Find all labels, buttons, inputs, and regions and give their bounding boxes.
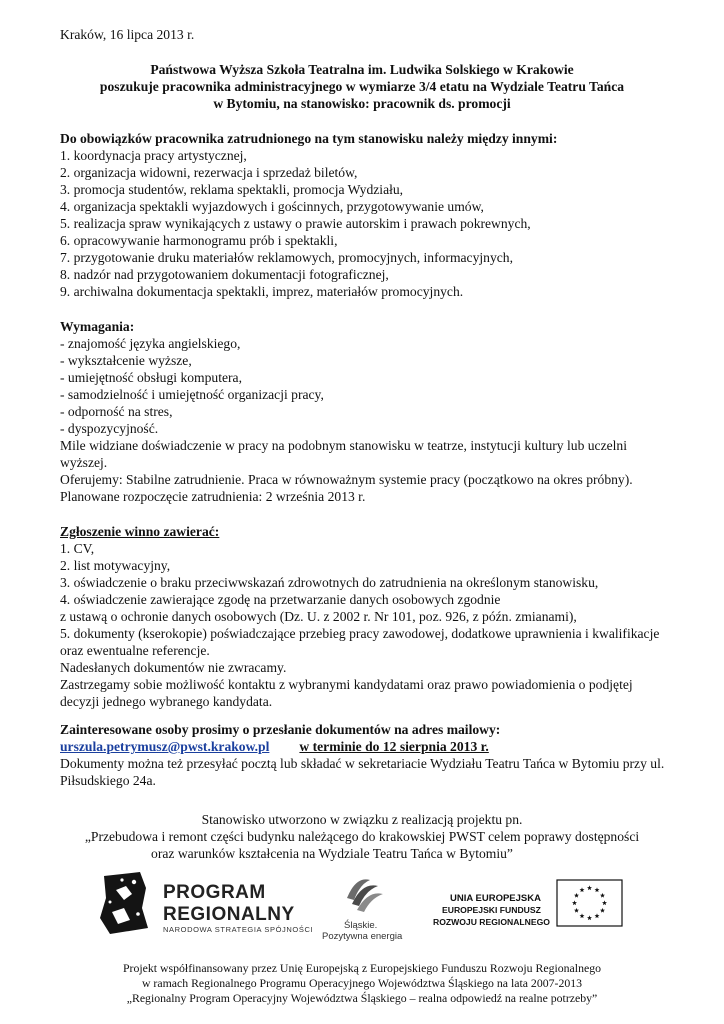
list-item: 5. dokumenty (kserokopie) poświadczające przebieg pracy zawodowej, dodatkowe uprawnienia i kwalifikacje oraz ewentualne referencje.: [60, 626, 660, 658]
duties-section: [60, 130, 672, 300]
duties-title: Do obowiązków pracownika zatrudnionego na tym stanowisku należy między innymi:: [60, 131, 558, 146]
footer: [40, 961, 684, 1006]
contact-section: [60, 721, 672, 789]
slaskie-line2: Pozytywna energia: [322, 931, 403, 942]
project-line: oraz warunków kształcenia na Wydziale Teatru Tańca w Bytomiu”: [151, 846, 513, 861]
list-item: - wykształcenie wyższe,: [60, 353, 192, 368]
ue-line2: EUROPEJSKI FUNDUSZ: [442, 905, 541, 915]
list-item: 1. CV,: [60, 541, 95, 556]
contact-title: Zainteresowane osoby prosimy o przesłanie dokumentów na adres mailowy:: [60, 722, 501, 737]
logos-bar: [0, 868, 724, 948]
list-item: 1. koordynacja pracy artystycznej,: [60, 148, 247, 163]
footer-line: „Regionalny Program Operacyjny Województwa Śląskiego – realna odpowiedź na realne potrzeby”: [126, 991, 598, 1005]
list-item: 8. nadzór nad przygotowaniem dokumentacji fotograficznej,: [60, 267, 389, 282]
list-item: 2. list motywacyjny,: [60, 558, 171, 573]
list-item: z ustawą o ochronie danych osobowych (Dz. U. z 2002 r. Nr 101, poz. 926, z późn. zmianami),: [60, 609, 577, 624]
project-line: Stanowisko utworzono w związku z realizacją projektu pn.: [201, 812, 523, 827]
application-title: Zgłoszenie winno zawierać:: [60, 524, 220, 539]
list-item: - samodzielność i umiejętność organizacji pracy,: [60, 387, 324, 402]
eu-flag-icon: [557, 880, 622, 926]
list-item: 3. oświadczenie o braku przeciwwskazań zdrowotnych do zatrudnienia na określonym stanowisku,: [60, 575, 599, 590]
requirements-section: [60, 318, 672, 505]
program-logo-line1: PROGRAM: [163, 882, 266, 903]
slaskie-line1: Śląskie.: [344, 920, 378, 931]
list-item: - znajomość języka angielskiego,: [60, 336, 241, 351]
footer-line: Projekt współfinansowany przez Unię Europejską z Europejskiego Funduszu Rozwoju Regionalnego: [123, 961, 601, 975]
list-item: 5. realizacja spraw wynikających z ustawy o prawie autorskim i prawach pokrewnych,: [60, 216, 531, 231]
deadline-text: w terminie do 12 sierpnia 2013 r.: [299, 739, 489, 754]
slaskie-logo-icon: [322, 879, 403, 942]
list-item: 4. organizacja spektakli wyjazdowych i gościnnych, przygotowywanie umów,: [60, 199, 484, 214]
list-item: 7. przygotowanie druku materiałów reklamowych, promocyjnych, informacyjnych,: [60, 250, 513, 265]
list-item: 4. oświadczenie zawierające zgodę na przetwarzanie danych osobowych zgodnie: [60, 592, 501, 607]
list-item: 9. archiwalna dokumentacja spektakli, imprez, materiałów promocyjnych.: [60, 284, 464, 299]
application-note: Nadesłanych dokumentów nie zwracamy.: [60, 660, 287, 675]
start-date-text: Planowane rozpoczęcie zatrudnienia: 2 września 2013 r.: [60, 489, 366, 504]
application-note: Zastrzegamy sobie możliwość kontaktu z wybranymi kandydatami oraz prawo powiadomienia o podjętej decyzji jednego wybranego kandydata.: [60, 677, 633, 709]
footer-line: w ramach Regionalnego Programu Operacyjnego Województwa Śląskiego na lata 2007-2013: [141, 976, 583, 990]
eu-text-group: [433, 893, 550, 927]
offer-text: Oferujemy: Stabilne zatrudnienie. Praca w równoważnym systemie pracy (początkowo na okres próbny).: [60, 472, 633, 487]
heading-line: w Bytomiu, na stanowisko: pracownik ds. promocji: [213, 96, 511, 111]
project-info: [40, 811, 684, 862]
requirements-extra: Mile widziane doświadczenie w pracy na podobnym stanowisku w teatrze, instytucji kultury lub uczelni wyższej.: [60, 438, 628, 470]
heading-line: Państwowa Wyższa Szkoła Teatralna im. Ludwika Solskiego w Krakowie: [150, 62, 574, 77]
ue-line1: UNIA EUROPEJSKA: [450, 893, 541, 904]
date-line: Kraków, 16 lipca 2013 r.: [60, 27, 195, 42]
project-line: „Przebudowa i remont części budynku należącego do krakowskiej PWST celem poprawy dostępności: [84, 829, 640, 844]
application-section: [60, 523, 672, 710]
list-item: - umiejętność obsługi komputera,: [60, 370, 242, 385]
list-item: 3. promocja studentów, reklama spektakli, promocja Wydziału,: [60, 182, 404, 197]
list-item: 6. opracowywanie harmonogramu prób i spektakli,: [60, 233, 338, 248]
list-item: - odporność na stres,: [60, 404, 173, 419]
list-item: - dyspozycyjność.: [60, 421, 159, 436]
program-regionalny-logo-icon: [100, 872, 313, 934]
postal-text: Dokumenty można też przesyłać pocztą lub składać w sekretariacie Wydziału Teatru Tańca w Bytomiu przy ul. Piłsudskiego 24a.: [60, 756, 665, 788]
email-link[interactable]: urszula.petrymusz@pwst.krakow.pl: [60, 739, 270, 754]
heading-line: poszukuje pracownika administracyjnego w wymiarze 3/4 etatu na Wydziale Teatru Tańca: [99, 79, 625, 94]
program-logo-tagline: NARODOWA STRATEGIA SPÓJNOŚCI: [163, 925, 314, 934]
heading: [40, 61, 684, 112]
list-item: 2. organizacja widowni, rezerwacja i sprzedaż biletów,: [60, 165, 358, 180]
ue-line3: ROZWOJU REGIONALNEGO: [433, 917, 550, 927]
program-logo-line2: REGIONALNY: [163, 904, 295, 925]
requirements-title: Wymagania:: [60, 319, 135, 334]
